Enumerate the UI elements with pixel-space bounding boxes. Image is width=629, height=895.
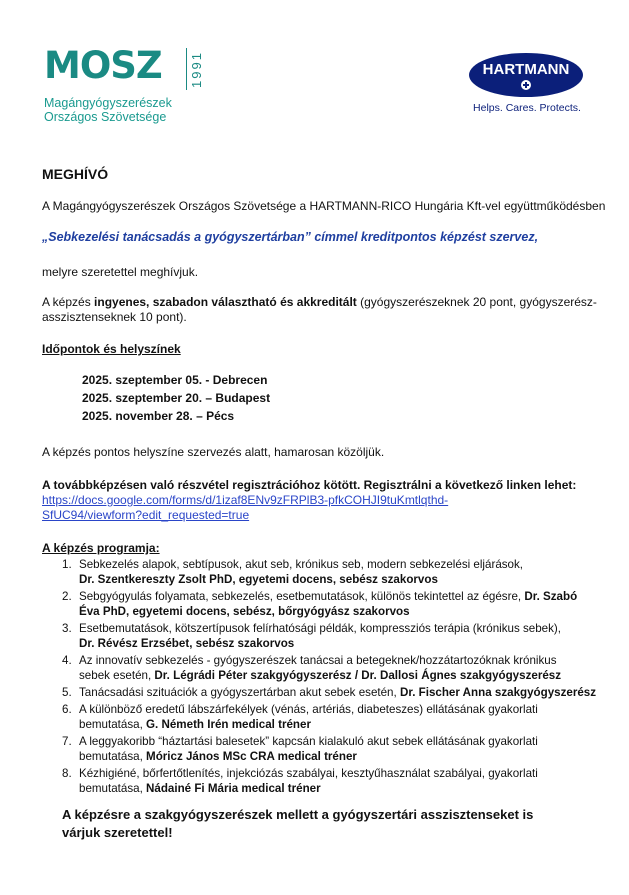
program-item: 1. Sebkezelés alapok, sebtípusok, akut seb, krónikus seb, modern sebkezelési eljárások, Dr. Szentkereszty Zsolt PhD, egyetemi docens, sebész szakorvos xyxy=(62,558,524,586)
program-item: 7. A leggyakoribb “háztartási balesetek” kapcsán kialakuló akut sebek ellátásának gyakorlati bemutatása, Móricz János MSc CRA medical tréner xyxy=(62,735,538,763)
program-item: 4. Az innovatív sebkezelés - gyógyszerészek tanácsai a betegeknek/hozzátartozóknak krónikus sebek esetén, Dr. Légrádi Péter szakgyógyszerész / Dr. Dallosi Ágnes szakgyógyszerész xyxy=(62,654,562,682)
training-prefix: A képzés xyxy=(42,295,95,309)
schedule-heading: Időpontok és helyszínek xyxy=(42,342,181,356)
mosz-name-line2: Országos Szövetsége xyxy=(44,110,167,124)
date-pecs: 2025. november 28. – Pécs xyxy=(82,409,235,423)
training-suffix-l1: (gyógyszerészeknek 20 pont, gyógyszerész- xyxy=(356,295,597,309)
hartmann-logo xyxy=(466,50,588,120)
program-item: 3. Esetbemutatások, kötszertípusok felírhatósági példák, kompressziós terápia (krónikus sebek), Dr. Révész Erzsébet, sebész szakorvos xyxy=(62,622,562,650)
mosz-year: 1991 xyxy=(189,51,204,89)
date-budapest: 2025. szeptember 20. – Budapest xyxy=(82,391,271,405)
hartmann-oval-icon xyxy=(468,52,584,98)
registration-text: A továbbképzésen való részvétel regisztrációhoz kötött. Regisztrálni a következő linken lehet: xyxy=(42,478,577,492)
page-title: MEGHÍVÓ xyxy=(42,166,109,182)
program-item: 2. Sebgyógyulás folyamata, sebkezelés, esetbemutatások, különös tekintettel az égésre, Dr. Szabó Éva PhD, egyetemi docens, sebész, bőrgyógyász szakorvos xyxy=(62,590,578,618)
mosz-divider xyxy=(186,48,187,90)
program-item: 8. Kézhigiéné, bőrfertőtlenítés, injekciózás szabályai, kesztyűhasználat szabályai, gyakorlati bemutatása, Nádainé Fi Mária medical tréner xyxy=(62,767,538,795)
mosz-wordmark: MOSZ xyxy=(44,44,162,87)
hartmann-tagline: Helps. Cares. Protects. xyxy=(473,102,581,114)
program-item: 5. Tanácsadási szituációk a gyógyszertárban akut sebek esetén, Dr. Fischer Anna szakgyógyszerész xyxy=(62,686,597,699)
program-heading: A képzés programja: xyxy=(42,541,160,555)
training-bold: ingyenes, szabadon választható és akkreditált xyxy=(94,295,357,309)
program-list xyxy=(42,557,602,798)
registration-link-l2[interactable]: SfUC94/viewform?edit_requested=true xyxy=(42,508,250,522)
registration-link-l1[interactable]: https://docs.google.com/forms/d/1izaf8ENv9zFRPlB3-pfkCOHJI9tuKmtlqthd- xyxy=(42,493,449,507)
mosz-logo xyxy=(44,44,204,124)
training-suffix-l2: asszisztenseknek 10 pont). xyxy=(42,310,187,324)
closing-text: A képzésre a szakgyógyszerészek mellett a gyógyszertári asszisztenseket is várjuk szeretettel! xyxy=(62,807,534,840)
location-note: A képzés pontos helyszíne szervezés alatt, hamarosan közöljük. xyxy=(42,445,385,459)
program-item: 6. A különböző eredetű lábszárfekélyek (vénás, artériás, diabeteszes) ellátásának gyakorlati bemutatása, G. Németh Irén medical tréner xyxy=(62,703,538,731)
registration-link[interactable] xyxy=(42,493,448,523)
hartmann-brand: HARTMANN xyxy=(482,61,570,78)
intro-text: A Magángyógyszerészek Országos Szövetsége a HARTMANN-RICO Hungária Kft-vel együttműködésben xyxy=(42,199,606,213)
invite-text: melyre szeretettel meghívjuk. xyxy=(42,265,199,279)
mosz-name-line1: Magángyógyszerészek xyxy=(44,96,172,110)
event-title: „Sebkezelési tanácsadás a gyógyszertárban” címmel kreditpontos képzést szervez, xyxy=(42,230,539,244)
date-debrecen: 2025. szeptember 05. - Debrecen xyxy=(82,373,268,387)
training-info xyxy=(42,295,602,325)
